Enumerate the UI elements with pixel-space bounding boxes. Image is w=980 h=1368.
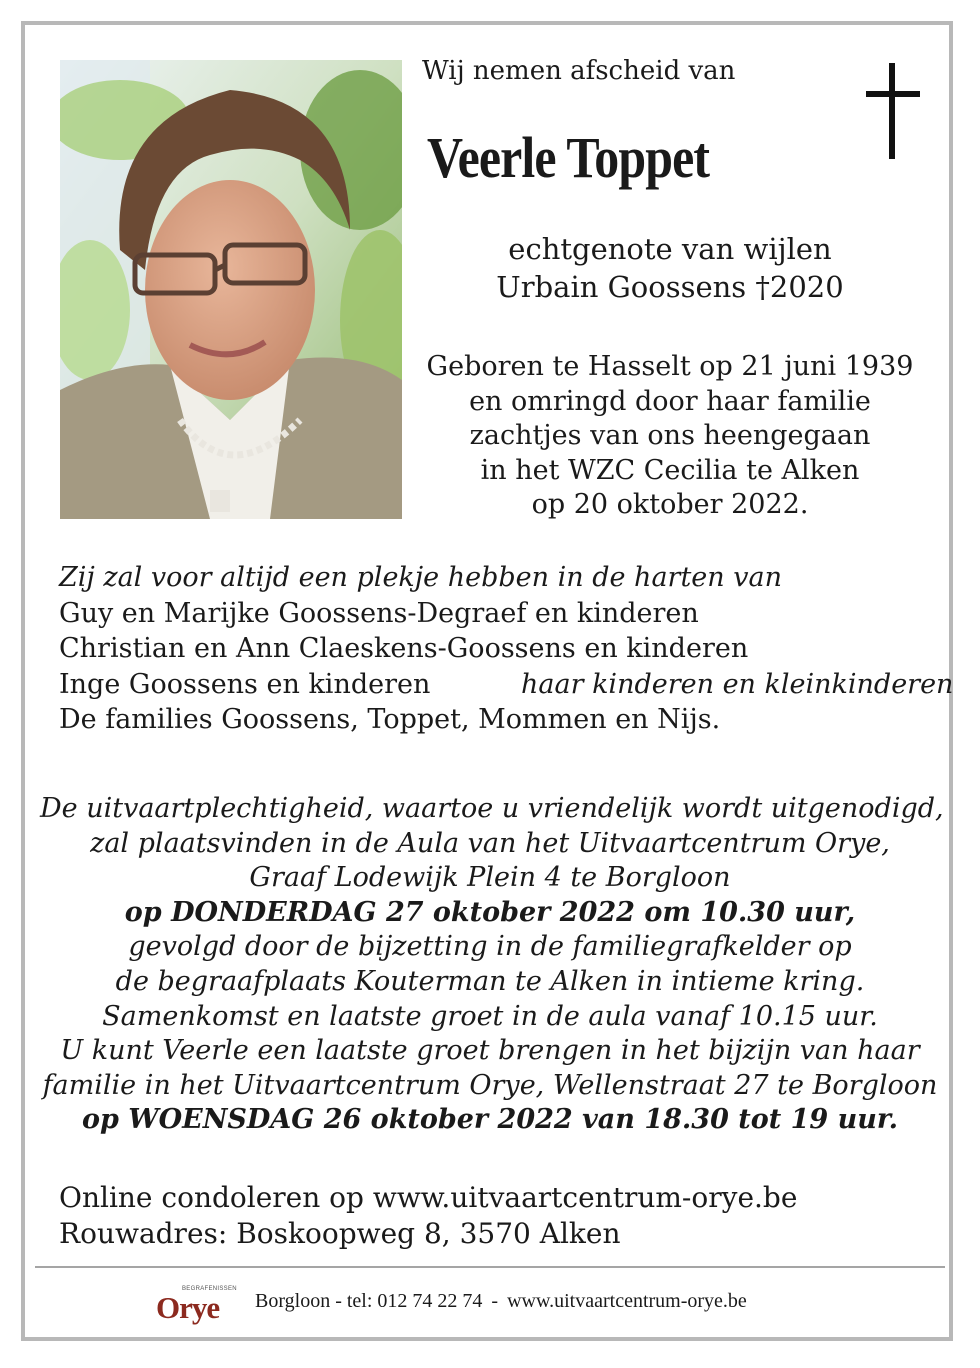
spouse-line: echtgenote van wijlen	[508, 232, 832, 266]
ceremony-line: familie in het Uitvaartcentrum Orye, Wellenstraat 27 te Borgloon	[42, 1069, 938, 1101]
ceremony-line: zal plaatsvinden in de Aula van het Uitvaartcentrum Orye,	[90, 827, 890, 859]
mourner-line: Inge Goossens en kinderen	[59, 668, 431, 700]
cross-icon	[866, 63, 920, 159]
portrait-photo	[60, 60, 402, 519]
mourner-row	[59, 667, 954, 703]
visitation-date: op WOENSDAG 26 oktober 2022 van 18.30 tot 19 uur.	[82, 1104, 898, 1136]
mourner-line: Christian en Ann Claeskens-Goossens en kinderen	[59, 633, 749, 664]
ceremony-line: De uitvaartplechtigheid, waartoe u vriendelijk wordt uitgenodigd,	[40, 793, 944, 824]
ceremony-line: Samenkomst en laatste groet in de aula vanaf 10.15 uur.	[102, 1000, 878, 1032]
online-condolences: Online condoleren op www.uitvaartcentrum-orye.be	[59, 1181, 798, 1214]
info-line: Geboren te Hasselt op 21 juni 1939	[426, 351, 914, 382]
mourner-line: De families Goossens, Toppet, Mommen en Nijs.	[59, 704, 721, 735]
ceremony-line: gevolgd door de bijzetting in de familiegrafkelder op	[128, 931, 852, 963]
ceremony-date: op DONDERDAG 27 oktober 2022 om 10.30 uur,	[124, 896, 856, 928]
mourning-address: Rouwadres: Boskoopweg 8, 3570 Alken	[59, 1217, 621, 1250]
logo-brand: Orye	[156, 1290, 220, 1325]
mourners-side-note: haar kinderen en kleinkinderen	[521, 668, 954, 700]
footer-separator: -	[491, 1290, 499, 1312]
deceased-name: Veerle Toppet	[427, 125, 710, 190]
ceremony-line: U kunt Veerle een laatste groet brengen in het bijzijn van haar	[60, 1035, 920, 1067]
info-line: en omringd door haar familie	[469, 385, 871, 417]
orye-logo	[156, 1286, 237, 1325]
info-line: op 20 oktober 2022.	[531, 489, 809, 520]
intro-text: Wij nemen afscheid van	[422, 56, 736, 86]
ceremony-details	[40, 792, 944, 1138]
footer-phone: Borgloon - tel: 012 74 22 74	[255, 1290, 483, 1312]
footer-divider	[35, 1266, 945, 1268]
ceremony-line: Graaf Lodewijk Plein 4 te Borgloon	[249, 862, 731, 894]
footer-contact	[255, 1290, 747, 1313]
spouse-line: Urbain Goossens †2020	[496, 270, 844, 304]
info-line: in het WZC Cecilia te Alken	[480, 454, 860, 486]
info-line: zachtjes van ons heengegaan	[469, 420, 871, 451]
ceremony-line: de begraafplaats Kouterman te Alken in intieme kring.	[115, 965, 865, 997]
mourners-list	[59, 560, 954, 738]
birth-death-info	[420, 350, 920, 523]
mourners-lead: Zij zal voor altijd een plekje hebben in de harten van	[59, 562, 782, 593]
mourner-line: Guy en Marijke Goossens-Degraef en kinderen	[59, 597, 699, 629]
contact-info	[59, 1180, 797, 1252]
spouse-info	[420, 230, 920, 306]
logo-subtitle: BEGRAFENISSEN	[182, 1286, 237, 1292]
footer-website[interactable]: www.uitvaartcentrum-orye.be	[507, 1290, 747, 1312]
